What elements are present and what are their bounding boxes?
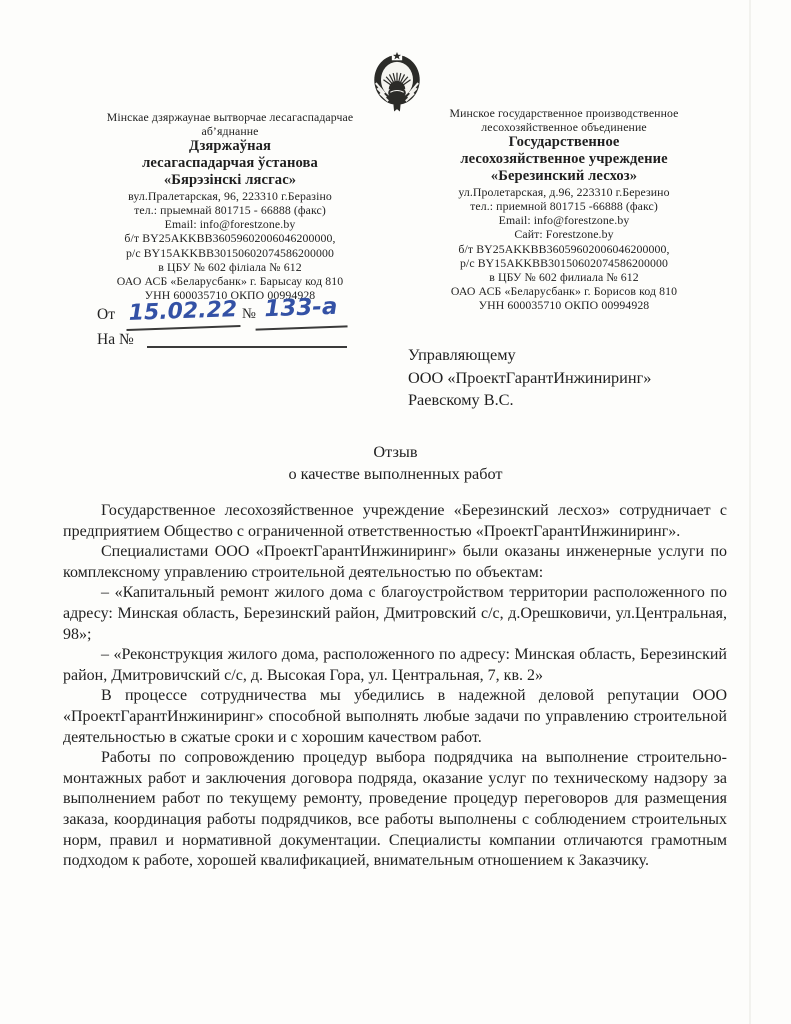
ref-reply-label: На № xyxy=(97,331,134,348)
recipient-line: Управляющему xyxy=(408,345,516,364)
document-title xyxy=(0,441,791,484)
header-left-column xyxy=(62,110,398,302)
header-line: Email: info@forestzone.by xyxy=(498,213,630,228)
header-line: Минское государственное производственное xyxy=(449,106,679,120)
org-name-line: Дзяржаўная xyxy=(188,138,272,155)
ref-from-label: От xyxy=(97,306,115,323)
header-line: УНН 600035710 ОКПО 00994928 xyxy=(478,298,650,313)
body-paragraph: Специалистами ООО «ПроектГарантИнжиниринг» были оказаны инженерные услуги по комплексному управлению строительной деятельностью по объектам: xyxy=(63,543,727,581)
header-line: б/т BY25AKKBB36059602006046200000, xyxy=(458,241,670,256)
header-line: б/т BY25AKKBB36059602006046200000, xyxy=(124,231,336,246)
ref-reply-underline xyxy=(147,330,347,348)
header-line: Сайт: Forestzone.by xyxy=(514,227,614,242)
org-name-line: «Березинский лесхоз» xyxy=(490,168,638,184)
header-line: вул.Пралетарская, 96, 223310 г.Беразіно xyxy=(128,188,332,203)
header-line: Мінскае дзяржаунае вытворчае лесагаспадарчае xyxy=(106,110,354,124)
body-paragraph: В процессе сотрудничества мы убедились в надежной деловой репутации ООО «ПроектГарантИнжиниринг» способной выполнять любые задачи по управлению строительной деятельностью в сжатые сроки и с хорошим качеством работ. xyxy=(63,687,727,746)
header-line: Email: info@forestzone.by xyxy=(164,217,296,232)
header-line: в ЦБУ № 602 філіала № 612 xyxy=(158,259,302,274)
body-paragraph: Работы по сопровождению процедур выбора подрядчика на выполнение строительно-монтажных работ и заключения договора подряда, оказание услуг по техническому надзору за выполнением работ по текущему ремонту, проведение процедур переговоров для размещения заказа, координация работы подрядчиков, все работы выполнены с соблюдением строительных норм, правил и нормативной документации. Специалисты компании отличаются грамотным подходом к работе, хорошей квалификацией, внимательным отношением к Заказчику. xyxy=(63,749,727,870)
recipient-line: ООО «ПроектГарантИнжиниринг» xyxy=(408,367,652,387)
recipient-block xyxy=(408,344,651,412)
header-line: УНН 600035710 ОКПО 00994928 xyxy=(144,288,316,303)
coat-of-arms-icon xyxy=(372,51,422,113)
ref-date-handwritten: 15.02.22 xyxy=(126,297,241,331)
header-line: ОАО АСБ «Беларусбанк» г. Барысау код 810 xyxy=(116,274,344,289)
letter-body xyxy=(63,501,727,872)
header-line: ул.Пролетарская, д.96, 223310 г.Березино xyxy=(458,184,670,199)
org-name-line: Государственное xyxy=(508,134,620,151)
header-line: тел.: прыемнай 801715 - 66888 (факс) xyxy=(134,203,326,217)
header-line: в ЦБУ № 602 филиала № 612 xyxy=(489,270,639,285)
title-line-2: о качестве выполненных работ xyxy=(288,463,503,483)
ref-number-handwritten: 133-а xyxy=(254,293,347,330)
org-name-line: лесохозяйственное учреждение xyxy=(460,151,668,168)
header-line: тел.: приемной 801715 -66888 (факс) xyxy=(470,199,658,213)
header-line: лесохозяйственное объединение xyxy=(481,120,647,135)
body-paragraph: Государственное лесохозяйственное учреждение «Березинский лесхоз» сотрудничает с предприятием Общество с ограниченной ответственностью «ПроектГарантИнжиниринг». xyxy=(63,502,727,540)
header-line: р/с BY15AKKBB30150602074586200000 xyxy=(125,245,335,260)
recipient-line: Раевскому В.С. xyxy=(408,390,514,409)
org-name-line: «Бярэзінскі лясгас» xyxy=(163,172,297,188)
org-name-line: лесагаспадарчая ўстанова xyxy=(142,155,318,172)
scan-edge-artifact xyxy=(749,0,751,1024)
header-line: ОАО АСБ «Беларусбанк» г. Борисов код 810 xyxy=(450,284,678,299)
ref-number-sign: № xyxy=(242,306,256,322)
header-line: р/с BY15AKKBB30150602074586200000 xyxy=(459,255,669,270)
header-right-column xyxy=(406,106,722,313)
body-paragraph: – «Реконструкция жилого дома, расположенного по адресу: Минская область, Березинский район, Дмитровичский с/с, д. Высокая Гора, ул. Центральная, 7, кв. 2» xyxy=(63,646,727,684)
header-line: аб’яднанне xyxy=(201,124,259,139)
body-paragraph: – «Капитальный ремонт жилого дома с благоустройством территории расположенного по адресу: Минская область, Березинский район, Дмитровский с/с, д.Орешковичи, ул.Центральная, 98»; xyxy=(63,584,727,643)
title-line-1: Отзыв xyxy=(373,442,418,461)
